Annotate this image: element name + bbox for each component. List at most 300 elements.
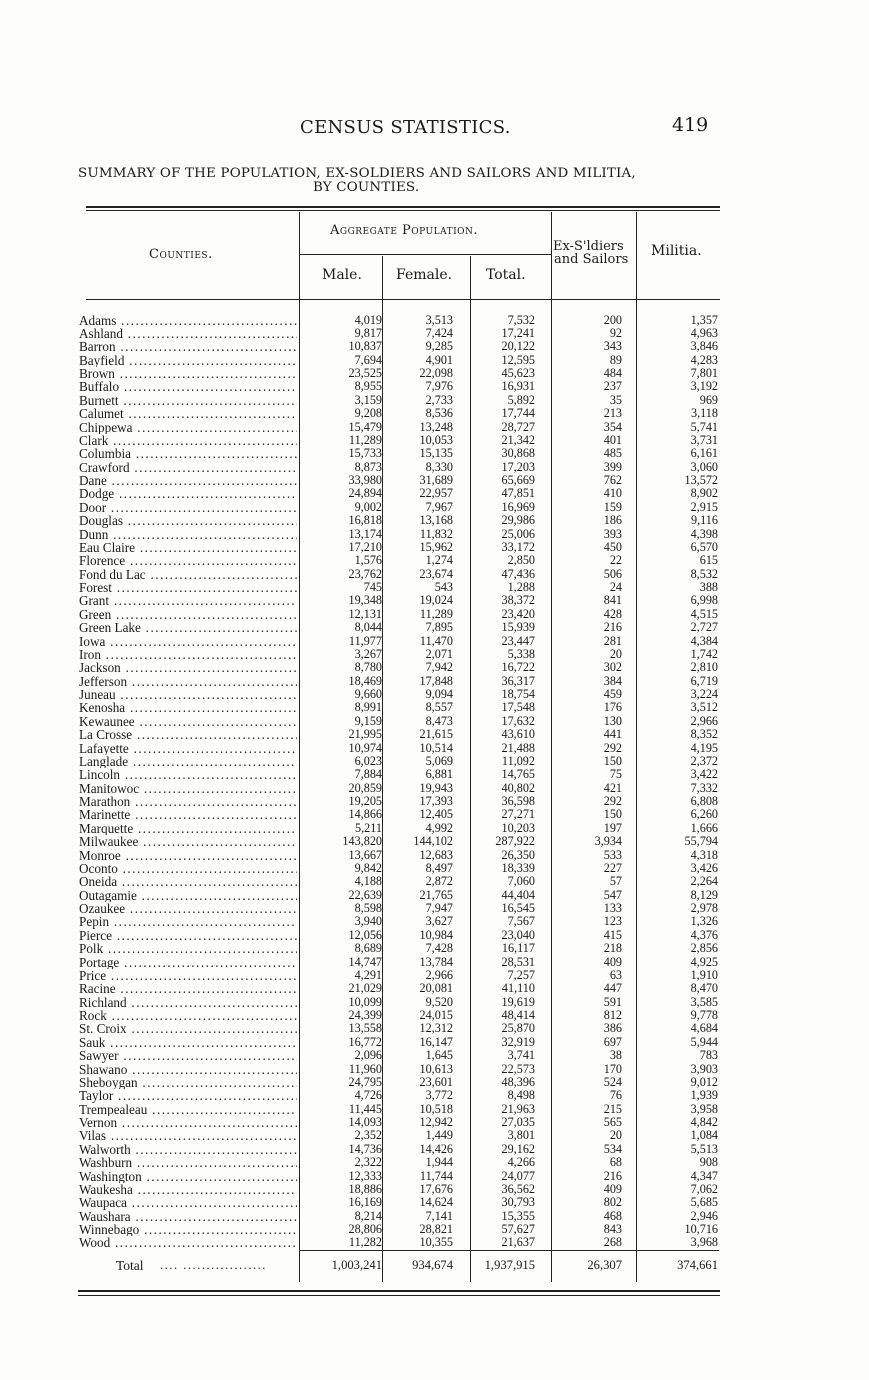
- table-row: [0, 501, 869, 514]
- ex-soldiers-count: 170: [603, 1061, 622, 1076]
- total-count: 16,969: [501, 499, 535, 514]
- total-count: 36,598: [501, 794, 535, 808]
- ex-soldiers-count: 343: [603, 339, 622, 354]
- female-count: 15,962: [419, 539, 453, 554]
- female-count: 8,497: [425, 860, 453, 875]
- male-count: 9,002: [354, 499, 382, 514]
- female-count: 21,615: [419, 727, 453, 742]
- male-count: 12,131: [348, 606, 382, 621]
- ex-soldiers-count: 24: [609, 580, 622, 594]
- table-row: [0, 1116, 869, 1129]
- male-count: 19,205: [348, 794, 382, 808]
- totals-soldiers: 26,307: [587, 1258, 622, 1272]
- total-count: 17,203: [501, 459, 535, 474]
- ex-soldiers-count: 697: [603, 1034, 622, 1049]
- table-top-rule-thin: [86, 210, 720, 211]
- county-name: Walworth .....: [79, 1143, 297, 1156]
- ex-soldiers-count: 421: [603, 780, 622, 795]
- female-count: 12,683: [419, 847, 453, 862]
- total-count: 30,793: [501, 1195, 535, 1210]
- female-count: 24,015: [419, 1008, 453, 1022]
- female-count: 2,071: [425, 646, 453, 661]
- militia-count: 6,570: [690, 539, 718, 554]
- female-count: 19,943: [419, 780, 453, 795]
- total-count: 45,623: [501, 366, 535, 380]
- male-count: 8,598: [354, 901, 382, 915]
- ex-soldiers-count: 76: [609, 1088, 622, 1103]
- column-header-total: Total.: [486, 267, 526, 283]
- female-count: 10,613: [419, 1061, 453, 1076]
- militia-count: 783: [699, 1048, 718, 1063]
- militia-count: 8,532: [690, 566, 718, 581]
- total-count: 18,339: [501, 860, 535, 875]
- female-count: 3,627: [425, 914, 453, 929]
- total-count: 12,595: [501, 352, 535, 367]
- female-count: 144,102: [413, 834, 453, 849]
- county-name: Washburn .....: [79, 1156, 297, 1169]
- total-count: 15,355: [501, 1208, 535, 1223]
- total-count: 41,110: [501, 981, 535, 996]
- ex-soldiers-count: 292: [603, 740, 622, 755]
- table-row: [0, 675, 869, 688]
- militia-count: 5,741: [690, 419, 718, 434]
- male-count: 16,169: [348, 1195, 382, 1210]
- total-count: 44,404: [501, 887, 535, 902]
- table-row: [0, 1236, 869, 1249]
- county-name: Green Lake .....: [79, 621, 297, 634]
- county-name: Milwaukee .....: [79, 835, 297, 848]
- county-name: Vernon .....: [79, 1116, 297, 1129]
- female-count: 7,942: [425, 660, 453, 675]
- county-name: Price .....: [79, 969, 297, 982]
- total-count: 14,765: [501, 767, 535, 782]
- militia-count: 3,585: [690, 994, 718, 1009]
- table-row: [0, 380, 869, 393]
- totals-leader: .... ..................: [160, 1258, 267, 1272]
- total-count: 5,892: [507, 392, 535, 407]
- table-row: [0, 407, 869, 420]
- male-count: 14,093: [348, 1115, 382, 1129]
- ex-soldiers-count: 762: [603, 473, 622, 487]
- male-count: 9,842: [354, 860, 382, 875]
- female-count: 2,872: [425, 874, 453, 889]
- female-count: 7,895: [425, 620, 453, 635]
- table-row: [0, 755, 869, 768]
- male-count: 33,980: [348, 473, 382, 487]
- county-name: Richland .....: [79, 996, 297, 1009]
- table-row: [0, 822, 869, 835]
- total-count: 17,632: [501, 713, 535, 728]
- total-count: 48,396: [501, 1074, 535, 1089]
- table-row: [0, 1129, 869, 1142]
- totals-militia: 374,661: [677, 1258, 718, 1272]
- table-row: [0, 394, 869, 407]
- male-count: 10,837: [348, 339, 382, 354]
- male-count: 28,806: [348, 1222, 382, 1236]
- total-count: 23,420: [501, 606, 535, 621]
- county-name: Douglas .....: [79, 514, 297, 527]
- female-count: 12,312: [419, 1021, 453, 1036]
- female-count: 17,676: [419, 1181, 453, 1196]
- county-name: Ashland .....: [79, 327, 297, 340]
- table-row: [0, 648, 869, 661]
- table-bottom-rule-thin: [78, 1295, 720, 1296]
- militia-count: 55,794: [684, 834, 718, 849]
- county-name: Waukesha .....: [79, 1183, 297, 1196]
- table-row: [0, 1156, 869, 1169]
- ex-soldiers-count: 484: [603, 366, 622, 380]
- census-table-body: [0, 314, 869, 1250]
- county-name: Forest .....: [79, 581, 297, 594]
- male-count: 4,019: [354, 312, 382, 327]
- male-count: 17,210: [348, 539, 382, 554]
- ex-soldiers-count: 159: [603, 499, 622, 514]
- total-count: 15,939: [501, 620, 535, 635]
- table-row: [0, 608, 869, 621]
- county-name: Eau Claire .....: [79, 541, 297, 554]
- table-row: [0, 875, 869, 888]
- militia-count: 4,347: [690, 1168, 718, 1183]
- county-name: La Crosse .....: [79, 728, 297, 741]
- county-name: Marathon .....: [79, 795, 297, 808]
- militia-count: 1,084: [690, 1128, 718, 1143]
- militia-count: 6,719: [690, 673, 718, 688]
- female-count: 7,947: [425, 901, 453, 915]
- total-count: 32,919: [501, 1034, 535, 1049]
- male-count: 9,159: [354, 713, 382, 728]
- ex-soldiers-count: 89: [609, 352, 622, 367]
- female-count: 8,330: [425, 459, 453, 474]
- ex-soldiers-count: 35: [609, 392, 622, 407]
- female-count: 4,901: [425, 352, 453, 367]
- militia-count: 8,470: [690, 981, 718, 996]
- militia-count: 3,060: [690, 459, 718, 474]
- table-row: [0, 849, 869, 862]
- militia-count: 6,808: [690, 794, 718, 808]
- ex-soldiers-count: 150: [603, 807, 622, 822]
- table-row: [0, 1196, 869, 1209]
- table-row: [0, 956, 869, 969]
- ex-soldiers-count: 843: [603, 1222, 622, 1236]
- militia-count: 4,925: [690, 954, 718, 969]
- militia-count: 2,978: [690, 901, 718, 915]
- ex-soldiers-count: 547: [603, 887, 622, 902]
- table-row: [0, 1076, 869, 1089]
- ex-soldiers-count: 200: [603, 312, 622, 327]
- female-count: 17,848: [419, 673, 453, 688]
- ex-soldiers-count: 186: [603, 513, 622, 528]
- county-name: Door .....: [79, 501, 297, 514]
- female-count: 7,424: [425, 325, 453, 340]
- ex-soldiers-count: 450: [603, 539, 622, 554]
- table-row: [0, 327, 869, 340]
- militia-count: 4,384: [690, 633, 718, 648]
- male-count: 15,479: [348, 419, 382, 434]
- militia-count: 2,946: [690, 1208, 718, 1223]
- county-name: Portage .....: [79, 956, 297, 969]
- ex-soldiers-count: 415: [603, 927, 622, 942]
- female-count: 1,449: [425, 1128, 453, 1143]
- ex-soldiers-count: 68: [609, 1155, 622, 1170]
- county-name: Dunn .....: [79, 528, 297, 541]
- column-header-aggregate: Aggregate Population.: [330, 223, 479, 238]
- ex-soldiers-count: 506: [603, 566, 622, 581]
- male-count: 14,736: [348, 1141, 382, 1156]
- female-count: 22,957: [419, 486, 453, 501]
- ex-soldiers-count: 524: [603, 1074, 622, 1089]
- ex-soldiers-count: 386: [603, 1021, 622, 1036]
- total-count: 17,744: [501, 406, 535, 421]
- ex-soldiers-count: 3,934: [594, 834, 622, 849]
- militia-count: 1,666: [690, 820, 718, 835]
- totals-male: 1,003,241: [331, 1258, 382, 1272]
- county-name: Langlade .....: [79, 755, 297, 768]
- male-count: 21,029: [348, 981, 382, 996]
- male-count: 12,056: [348, 927, 382, 942]
- female-count: 7,976: [425, 379, 453, 394]
- county-name: Wood .....: [79, 1236, 297, 1249]
- total-count: 4,266: [507, 1155, 535, 1170]
- ex-soldiers-count: 428: [603, 606, 622, 621]
- ex-soldiers-count: 213: [603, 406, 622, 421]
- ex-soldiers-count: 20: [609, 646, 622, 661]
- table-row: [0, 688, 869, 701]
- militia-count: 8,352: [690, 727, 718, 742]
- female-count: 23,674: [419, 566, 453, 581]
- column-header-counties: Counties.: [149, 247, 213, 262]
- total-count: 27,271: [501, 807, 535, 822]
- total-count: 7,532: [507, 312, 535, 327]
- male-count: 13,174: [348, 526, 382, 541]
- militia-count: 3,903: [690, 1061, 718, 1076]
- table-row: [0, 314, 869, 327]
- ex-soldiers-count: 268: [603, 1235, 622, 1250]
- county-name: Calumet .....: [79, 407, 297, 420]
- ex-soldiers-count: 22: [609, 553, 622, 568]
- male-count: 8,873: [354, 459, 382, 474]
- total-count: 23,447: [501, 633, 535, 648]
- county-name: Bayfield .....: [79, 354, 297, 367]
- county-name: Fond du Lac .....: [79, 568, 297, 581]
- county-name: Shawano .....: [79, 1063, 297, 1076]
- total-count: 11,092: [501, 753, 535, 768]
- militia-count: 388: [699, 580, 718, 594]
- table-row: [0, 915, 869, 928]
- male-count: 13,667: [348, 847, 382, 862]
- county-name: Adams .....: [79, 314, 297, 327]
- county-name: Oconto .....: [79, 862, 297, 875]
- total-count: 287,922: [495, 834, 535, 849]
- militia-count: 9,778: [690, 1008, 718, 1022]
- male-count: 8,044: [354, 620, 382, 635]
- female-count: 5,069: [425, 753, 453, 768]
- table-row: [0, 996, 869, 1009]
- total-count: 16,117: [501, 941, 535, 956]
- militia-count: 4,684: [690, 1021, 718, 1036]
- ex-soldiers-count: 38: [609, 1048, 622, 1063]
- militia-count: 3,731: [690, 432, 718, 447]
- total-count: 19,619: [501, 994, 535, 1009]
- table-row: [0, 742, 869, 755]
- female-count: 8,473: [425, 713, 453, 728]
- male-count: 16,772: [348, 1034, 382, 1049]
- ex-soldiers-count: 399: [603, 459, 622, 474]
- female-count: 12,405: [419, 807, 453, 822]
- ex-soldiers-count: 565: [603, 1115, 622, 1129]
- table-row: [0, 661, 869, 674]
- county-name: Manitowoc .....: [79, 782, 297, 795]
- total-count: 16,722: [501, 660, 535, 675]
- militia-count: 4,398: [690, 526, 718, 541]
- table-row: [0, 1223, 869, 1236]
- county-name: Dodge .....: [79, 487, 297, 500]
- table-row: [0, 621, 869, 634]
- ex-soldiers-count: 92: [609, 325, 622, 340]
- ex-soldiers-count: 123: [603, 914, 622, 929]
- ex-soldiers-count: 393: [603, 526, 622, 541]
- male-count: 22,639: [348, 887, 382, 902]
- female-count: 11,744: [419, 1168, 453, 1183]
- county-name: Pepin .....: [79, 915, 297, 928]
- table-row: [0, 1143, 869, 1156]
- county-name: Ozaukee .....: [79, 902, 297, 915]
- militia-count: 615: [699, 553, 718, 568]
- female-count: 543: [434, 580, 453, 594]
- militia-count: 6,161: [690, 446, 718, 461]
- male-count: 9,208: [354, 406, 382, 421]
- table-row: [0, 340, 869, 353]
- militia-count: 4,842: [690, 1115, 718, 1129]
- male-count: 2,322: [354, 1155, 382, 1170]
- female-count: 11,289: [419, 606, 453, 621]
- male-count: 24,399: [348, 1008, 382, 1022]
- militia-count: 1,357: [690, 312, 718, 327]
- female-count: 10,053: [419, 432, 453, 447]
- militia-count: 2,264: [690, 874, 718, 889]
- female-count: 1,944: [425, 1155, 453, 1170]
- table-row: [0, 434, 869, 447]
- ex-soldiers-count: 409: [603, 1181, 622, 1196]
- table-row: [0, 514, 869, 527]
- militia-count: 1,326: [690, 914, 718, 929]
- table-row: [0, 1210, 869, 1223]
- male-count: 9,817: [354, 325, 382, 340]
- militia-count: 3,422: [690, 767, 718, 782]
- militia-count: 5,513: [690, 1141, 718, 1156]
- militia-count: 2,810: [690, 660, 718, 675]
- male-count: 23,762: [348, 566, 382, 581]
- ex-soldiers-count: 176: [603, 700, 622, 715]
- county-name: Lafayette .....: [79, 742, 297, 755]
- total-count: 3,801: [507, 1128, 535, 1143]
- total-count: 7,257: [507, 967, 535, 982]
- table-row: [0, 474, 869, 487]
- militia-count: 7,062: [690, 1181, 718, 1196]
- ex-soldiers-count: 133: [603, 901, 622, 915]
- total-count: 57,627: [501, 1222, 535, 1236]
- total-count: 48,414: [501, 1008, 535, 1022]
- militia-count: 7,332: [690, 780, 718, 795]
- header-bottom-rule: [86, 299, 720, 300]
- female-count: 3,772: [425, 1088, 453, 1103]
- county-name: Sawyer .....: [79, 1049, 297, 1062]
- table-row: [0, 1049, 869, 1062]
- male-count: 13,558: [348, 1021, 382, 1036]
- militia-count: 4,318: [690, 847, 718, 862]
- female-count: 14,624: [419, 1195, 453, 1210]
- female-count: 16,147: [419, 1034, 453, 1049]
- table-row: [0, 929, 869, 942]
- militia-count: 5,685: [690, 1195, 718, 1210]
- table-row: [0, 1063, 869, 1076]
- female-count: 11,470: [419, 633, 453, 648]
- female-count: 2,966: [425, 967, 453, 982]
- female-count: 13,168: [419, 513, 453, 528]
- ex-soldiers-count: 20: [609, 1128, 622, 1143]
- male-count: 21,995: [348, 727, 382, 742]
- male-count: 12,333: [348, 1168, 382, 1183]
- ex-soldiers-count: 57: [609, 874, 622, 889]
- male-count: 24,894: [348, 486, 382, 501]
- militia-count: 8,902: [690, 486, 718, 501]
- male-count: 15,733: [348, 446, 382, 461]
- militia-count: 4,515: [690, 606, 718, 621]
- total-count: 36,562: [501, 1181, 535, 1196]
- female-count: 22,098: [419, 366, 453, 380]
- county-name: Kenosha .....: [79, 701, 297, 714]
- militia-count: 2,372: [690, 753, 718, 768]
- table-row: [0, 354, 869, 367]
- table-row: [0, 969, 869, 982]
- male-count: 11,289: [348, 432, 382, 447]
- total-count: 29,162: [501, 1141, 535, 1156]
- militia-count: 4,376: [690, 927, 718, 942]
- column-header-militia: Militia.: [651, 243, 702, 259]
- county-name: Iowa .....: [79, 635, 297, 648]
- total-count: 16,931: [501, 379, 535, 394]
- male-count: 6,023: [354, 753, 382, 768]
- male-count: 14,747: [348, 954, 382, 969]
- militia-count: 6,998: [690, 593, 718, 608]
- male-count: 11,960: [348, 1061, 382, 1076]
- militia-count: 3,192: [690, 379, 718, 394]
- female-count: 10,518: [419, 1101, 453, 1116]
- totals-label: Total: [116, 1258, 144, 1273]
- ex-soldiers-count: 485: [603, 446, 622, 461]
- table-row: [0, 982, 869, 995]
- county-name: Racine .....: [79, 982, 297, 995]
- county-name: Brown .....: [79, 367, 297, 380]
- table-row: [0, 1183, 869, 1196]
- ex-soldiers-count: 215: [603, 1101, 622, 1116]
- militia-count: 10,716: [684, 1222, 718, 1236]
- female-count: 10,514: [419, 740, 453, 755]
- total-count: 18,754: [501, 687, 535, 701]
- table-row: [0, 1036, 869, 1049]
- female-count: 7,967: [425, 499, 453, 514]
- county-name: St. Croix .....: [79, 1022, 297, 1035]
- militia-count: 2,856: [690, 941, 718, 956]
- table-row: [0, 461, 869, 474]
- total-count: 16,545: [501, 901, 535, 915]
- ex-soldiers-count: 227: [603, 860, 622, 875]
- female-count: 9,520: [425, 994, 453, 1009]
- total-count: 25,870: [501, 1021, 535, 1036]
- ex-soldiers-count: 401: [603, 432, 622, 447]
- militia-count: 4,963: [690, 325, 718, 340]
- county-name: Waushara .....: [79, 1210, 297, 1223]
- male-count: 5,211: [355, 820, 382, 835]
